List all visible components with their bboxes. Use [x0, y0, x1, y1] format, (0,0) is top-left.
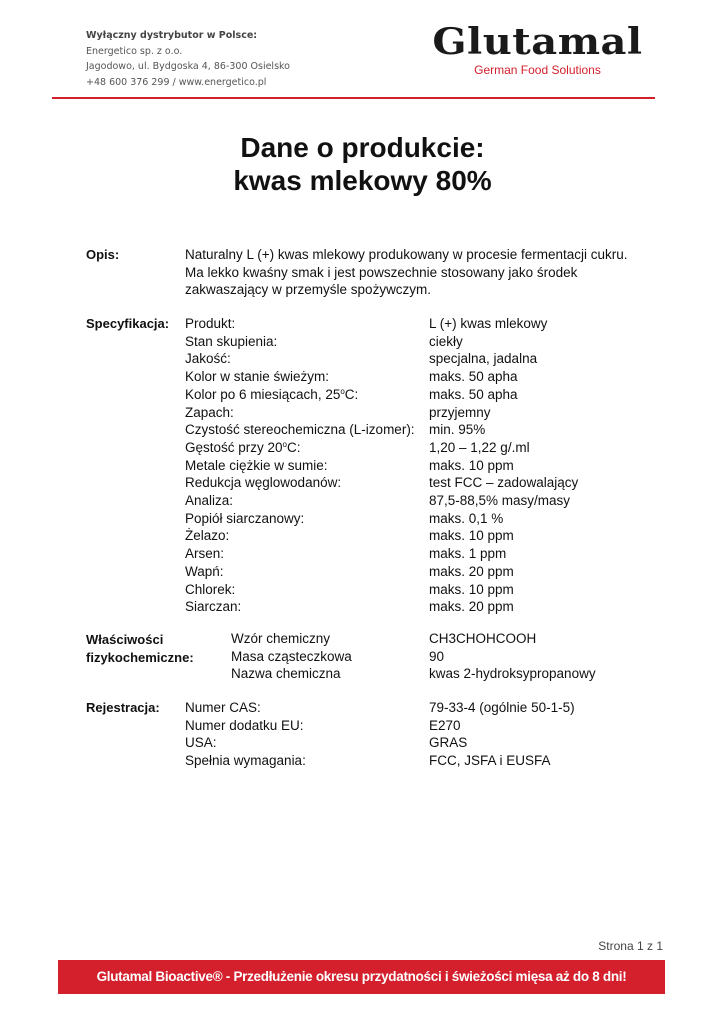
physchem-values [429, 630, 596, 683]
page-number: Strona 1 z 1 [598, 939, 663, 953]
physchem-value: 90 [429, 648, 445, 664]
spec-name: Produkt: [185, 316, 236, 331]
spec-value: ciekły [429, 333, 463, 349]
spec-name: Popiół siarczanowy: [185, 510, 305, 526]
spec-name: Żelazo: [185, 528, 230, 544]
spec-name: Chlorek: [185, 581, 236, 597]
degree-sup: o [340, 386, 345, 396]
registration-value: E270 [429, 717, 461, 733]
spec-name: Kolor w stanie świeżym: [185, 369, 330, 385]
registration-name: Numer dodatku EU: [185, 717, 304, 733]
spec-value: przyjemny [429, 404, 491, 420]
spec-name: Wapń: [185, 563, 224, 579]
spec-name: Jakość: [185, 351, 231, 367]
spec-value: 87,5-88,5% masy/masy [429, 493, 571, 509]
title-line-1: Dane o produkcie: [240, 132, 485, 163]
description-line: Ma lekko kwaśny smak i jest powszechnie stosowany jako środek [185, 264, 578, 280]
spec-name: Metale ciężkie w sumie: [185, 457, 328, 473]
spec-name: Redukcja węglowodanów: [185, 475, 342, 491]
spec-name [185, 386, 415, 404]
registration-value: 79-33-4 (ogólnie 50-1-5) [429, 700, 575, 715]
registration-label: Rejestracja: [86, 700, 160, 715]
spec-name: Analiza: [185, 493, 234, 509]
spec-value: maks. 10 ppm [429, 457, 514, 473]
spec-value: specjalna, jadalna [429, 351, 538, 367]
distributor-address: Jagodowo, ul. Bydgoska 4, 86-300 Osielsko [86, 61, 290, 72]
degree-sup: o [282, 439, 287, 449]
title-line-2: kwas mlekowy 80% [233, 165, 492, 196]
promo-banner: Glutamal Bioactive® - Przedłużenie okresu przydatności i świeżości mięsa aż do 8 dni! [58, 960, 665, 994]
spec-name-suffix: C: [344, 386, 359, 402]
spec-value: maks. 0,1 % [429, 510, 504, 526]
spec-value: maks. 10 ppm [429, 528, 514, 544]
specification-names [185, 315, 415, 616]
physchem-value: kwas 2-hydroksypropanowy [429, 666, 596, 682]
physchem-label-line-1: Właściwości [86, 632, 164, 647]
registration-name: USA: [185, 735, 217, 751]
spec-name: Arsen: [185, 546, 225, 562]
logo-tagline: German Food Solutions [474, 63, 601, 77]
distributor-info [86, 28, 290, 90]
registration-names [185, 699, 306, 770]
registration-name: Spełnia wymagania: [185, 753, 306, 769]
spec-value: maks. 20 ppm [429, 563, 514, 579]
physchem-name: Nazwa chemiczna [231, 666, 341, 682]
spec-value: test FCC – zadowalający [429, 475, 579, 491]
distributor-contact: +48 600 376 299 / www.energetico.pl [86, 76, 267, 88]
physchem-value: CH3CHOHCOOH [429, 631, 537, 646]
description-text [185, 246, 645, 299]
registration-name: Numer CAS: [185, 700, 261, 715]
physchem-label [86, 631, 194, 666]
spec-value: maks. 50 apha [429, 369, 518, 385]
header-divider [52, 97, 655, 99]
description-line: Naturalny L (+) kwas mlekowy produkowany w procesie fermentacji cukru. [185, 247, 628, 262]
registration-value: FCC, JSFA i EUSFA [429, 753, 551, 769]
registration-value: GRAS [429, 735, 468, 751]
registration-values [429, 699, 575, 770]
spec-name: Stan skupienia: [185, 333, 278, 349]
specification-label: Specyfikacja: [86, 316, 170, 331]
physchem-name: Wzór chemiczny [231, 631, 331, 646]
spec-value: L (+) kwas mlekowy [429, 316, 548, 331]
spec-value: maks. 20 ppm [429, 599, 514, 615]
spec-value: maks. 10 ppm [429, 581, 514, 597]
spec-name: Zapach: [185, 404, 234, 420]
description-label: Opis: [86, 247, 120, 262]
spec-value: 1,20 – 1,22 g/.ml [429, 439, 530, 455]
spec-name-suffix: C: [287, 439, 301, 455]
physchem-label-line-2: fizykochemiczne: [86, 649, 194, 665]
specification-values [429, 315, 578, 616]
physchem-name: Masa cząsteczkowa [231, 648, 352, 664]
spec-name [185, 439, 415, 457]
spec-value: min. 95% [429, 422, 486, 438]
description-line: zakwaszający w przemyśle spożywczym. [185, 282, 432, 298]
glutamal-logo [430, 18, 645, 77]
spec-value: maks. 50 apha [429, 386, 518, 402]
spec-name-text: Gęstość przy 20 [185, 439, 283, 455]
spec-name: Czystość stereochemiczna (L-izomer): [185, 422, 415, 438]
distributor-company: Energetico sp. z o.o. [86, 45, 183, 57]
logo-wordmark: Glutamal [432, 19, 643, 64]
spec-name: Siarczan: [185, 599, 242, 615]
page-title [0, 131, 725, 197]
spec-name-text: Kolor po 6 miesiącach, 25 [185, 386, 341, 402]
distributor-title: Wyłączny dystrybutor w Polsce: [86, 30, 258, 41]
physchem-names [231, 630, 352, 683]
spec-value: maks. 1 ppm [429, 546, 507, 562]
